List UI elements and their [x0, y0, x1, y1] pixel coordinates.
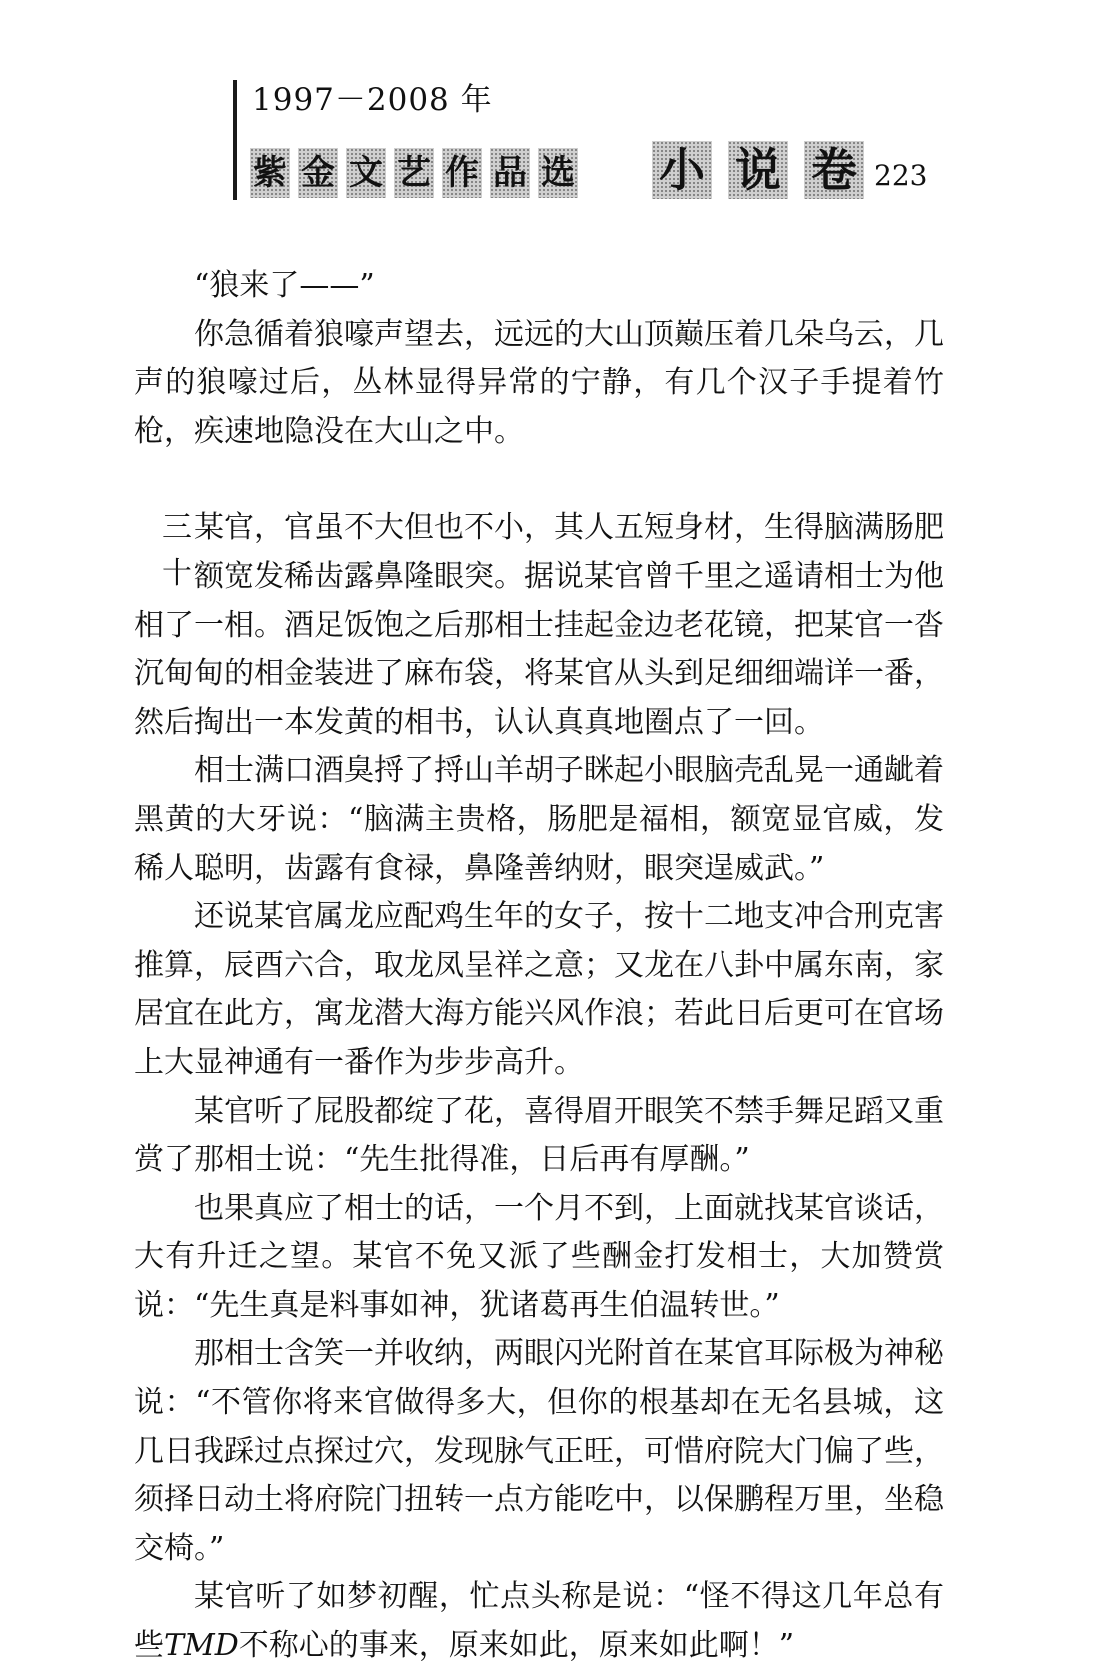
series-title-char: 选: [538, 148, 578, 198]
paragraph: 你急循着狼嚎声望去，远远的大山顶巅压着几朵乌云，几声的狼嚎过后，丛林显得异常的宁静，有几个汉子手提着竹枪，疾速地隐没在大山之中。: [134, 316, 944, 449]
paragraph-text: 某官，官虽不大但也不小，其人五短身材，生得脑满肠肥额宽发稀齿露鼻隆眼突。据说某官曾千里之遥请相士为他相了一相。酒足饭饱之后那相士挂起金边老花镜，把某官一沓沉甸甸的相金装进了麻布袋，将某官从头到足细细端详一番，然后掏出一本发黄的相书，认认真真地圈点了一回。: [134, 510, 944, 740]
paragraph-final: [134, 1573, 944, 1670]
section-number-mark: [134, 504, 192, 594]
section-mark-top: 三: [162, 510, 192, 546]
body-text: [134, 262, 944, 1671]
paragraph-section-start: [134, 504, 944, 747]
series-title-char: 艺: [394, 148, 434, 198]
series-title-char: 文: [346, 148, 386, 198]
latin-word: TMD: [164, 1628, 239, 1664]
header-years: 1997－2008 年: [252, 82, 493, 118]
volume-title-char: 小: [652, 141, 712, 199]
header-vertical-rule: [233, 80, 237, 200]
volume-title-char: 卷: [804, 141, 864, 199]
series-title-char: 作: [442, 148, 482, 198]
paragraph: 某官听了屁股都绽了花，喜得眉开眼笑不禁手舞足蹈又重赏了那相士说：“先生批得准，日后再有厚酬。”: [134, 1093, 944, 1178]
paragraph: 也果真应了相士的话，一个月不到，上面就找某官谈话，大有升迁之望。某官不免又派了些酬金打发相士，大加赞赏说：“先生真是料事如神，犹诸葛再生伯温转世。”: [134, 1190, 944, 1323]
series-title: [250, 146, 578, 200]
paragraph: “狼来了——”: [194, 268, 375, 303]
paragraph: 那相士含笑一并收纳，两眼闪光附首在某官耳际极为神秘说：“不管你将来官做得多大，但你的根基却在无名县城，这几日我踩过点探过穴，发现脉气正旺，可惜府院大门偏了些，须择日动土将府院门扭转一点方能吃中，以保鹏程万里，坐稳交椅。”: [134, 1336, 944, 1566]
page-number: 223: [874, 159, 928, 192]
paragraph-text: 不称心的事来，原来如此，原来如此啊！”: [238, 1628, 795, 1664]
series-title-char: 金: [298, 148, 338, 198]
paragraph-text: 某官听了如梦初醒，忙点头称是说：“怪不得这几年总有些: [134, 1579, 944, 1664]
volume-title-char: 说: [728, 141, 788, 199]
paragraph: 相士满口酒臭捋了捋山羊胡子眯起小眼脑壳乱晃一通龇着黑黄的大牙说：“脑满主贵格，肠肥是福相，额宽显官威，发稀人聪明，齿露有食禄，鼻隆善纳财，眼突逞威武。”: [134, 753, 944, 886]
section-mark-bottom: 十: [162, 556, 192, 592]
volume-title: [652, 140, 864, 200]
series-title-char: 紫: [250, 148, 290, 198]
paragraph: 还说某官属龙应配鸡生年的女子，按十二地支冲合刑克害推算，辰酉六合，取龙凤呈祥之意；又龙在八卦中属东南，家居宜在此方，寓龙潜大海方能兴风作浪；若此日后更可在官场上大显神通有一番作为步步高升。: [134, 899, 944, 1080]
series-title-char: 品: [490, 148, 530, 198]
